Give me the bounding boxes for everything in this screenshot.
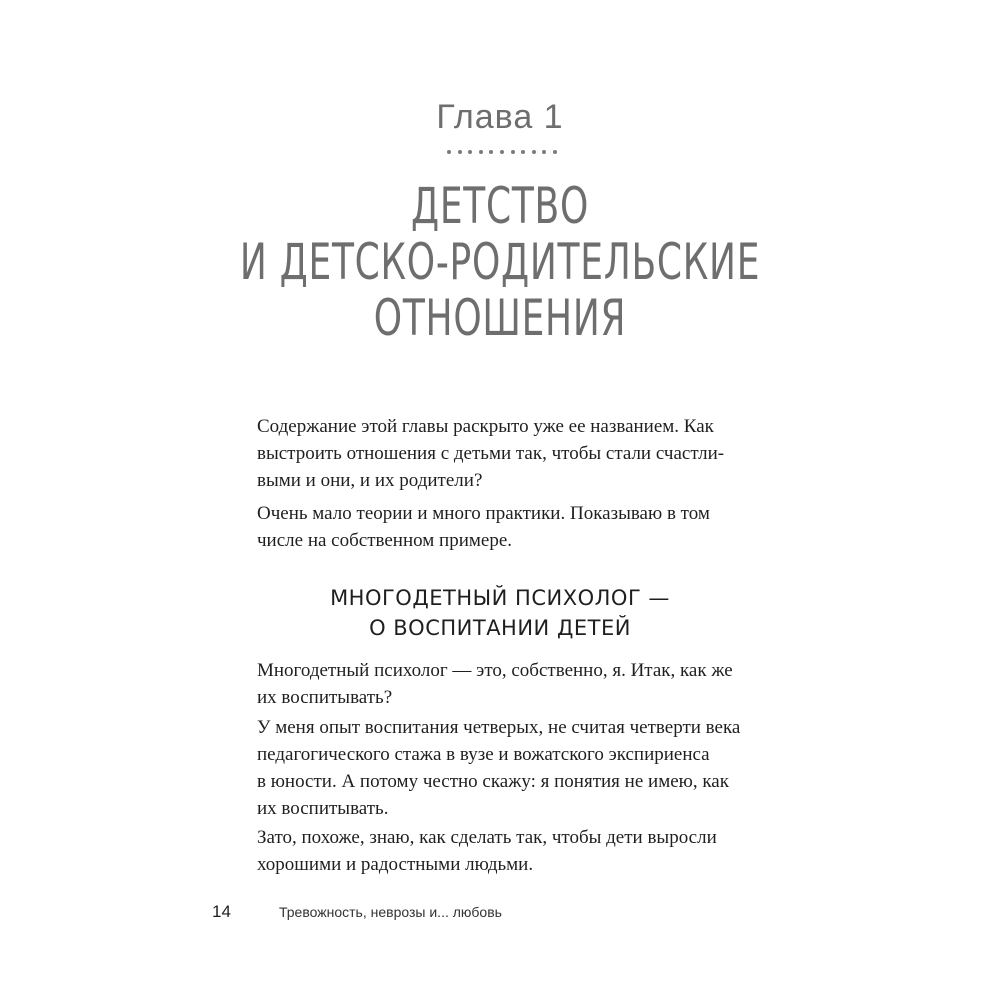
text-line: в юности. А потому честно скажу: я понятия не имею, как <box>257 771 729 792</box>
text-line: выми и они, и их родители? <box>257 470 483 491</box>
divider-dot <box>458 150 462 154</box>
intro-paragraph-1 <box>257 413 755 494</box>
text-line: их воспитывать? <box>257 687 393 708</box>
chapter-title <box>140 178 860 346</box>
section-paragraph-3 <box>257 824 755 878</box>
divider-dot <box>511 150 515 154</box>
text-line: числе на собственном примере. <box>257 530 513 551</box>
text-line: Зато, похоже, знаю, как сделать так, чтобы дети выросли <box>257 827 717 848</box>
divider-dot <box>468 150 472 154</box>
chapter-title-line: И ДЕТСКО-РОДИТЕЛЬСКИЕ <box>239 233 761 291</box>
chapter-divider-dots <box>447 150 557 156</box>
page-number: 14 <box>212 902 231 921</box>
running-footer-title: Тревожность, неврозы и... любовь <box>279 904 502 920</box>
text-line: Содержание этой главы раскрыто уже ее названием. Как <box>257 416 714 437</box>
divider-dot <box>500 150 504 154</box>
text-line: педагогического стажа в вузе и вожатского экспириенса <box>257 744 710 765</box>
chapter-title-line: ДЕТСТВО <box>410 177 590 235</box>
chapter-label: Глава 1 <box>436 98 564 136</box>
divider-dot <box>479 150 483 154</box>
divider-dot <box>521 150 525 154</box>
text-line: Очень мало теории и много практики. Показываю в том <box>257 503 710 524</box>
divider-dot <box>489 150 493 154</box>
text-line: выстроить отношения с детьми так, чтобы стали счастли- <box>257 443 725 464</box>
text-line: Многодетный психолог — это, собственно, я. Итак, как же <box>257 660 733 681</box>
section-heading-line: О ВОСПИТАНИИ ДЕТЕЙ <box>369 616 631 640</box>
intro-paragraph-2 <box>257 500 755 554</box>
text-line: хорошими и радостными людьми. <box>257 854 534 875</box>
section-heading <box>0 583 1000 643</box>
section-heading-line: МНОГОДЕТНЫЙ ПСИХОЛОГ — <box>330 586 670 610</box>
divider-dot <box>553 150 557 154</box>
divider-dot <box>447 150 451 154</box>
section-paragraph-2 <box>257 714 755 822</box>
section-paragraph-1 <box>257 657 755 711</box>
divider-dot <box>532 150 536 154</box>
divider-dot <box>542 150 546 154</box>
chapter-title-line: ОТНОШЕНИЯ <box>373 289 627 347</box>
text-line: У меня опыт воспитания четверых, не считая четверти века <box>257 717 741 738</box>
text-line: их воспитывать. <box>257 798 389 819</box>
